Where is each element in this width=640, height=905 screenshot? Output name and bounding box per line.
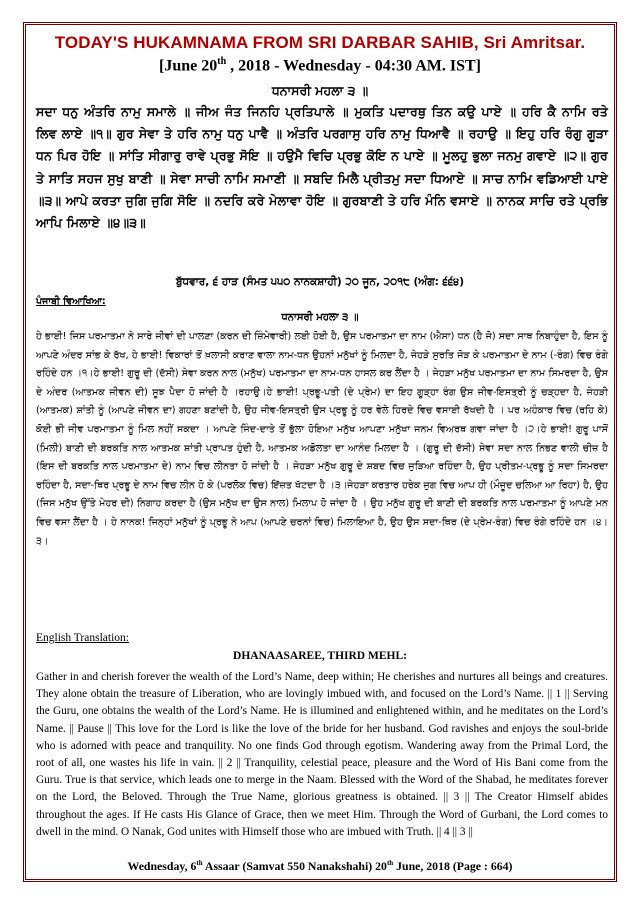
footer-part-3: June, 2018 (Page : 664) (393, 859, 513, 873)
page-frame (23, 22, 617, 882)
date-suffix-ordinal: th (217, 56, 227, 67)
english-title: DHANAASAREE, THIRD MEHL: (233, 650, 407, 662)
date-time-line (26, 56, 614, 75)
english-translation: Gather in and cherish forever the wealth of the Lord’s Name, deep within; He cherishes and nurtures all beings and creatures. They alone obtain the treasure of Liberation, who are lovingly imbued with, and focused on the Lord’s Name. || 1 || Serving the Guru, one obtains the wealth of the Lord’s Name. He is illumined and enlightened within, and he meditates on the Lord’s Name. || Pause || This love for the Lord is like the love of the bride for her husband. God ravishes and enjoys the soul-bride who is adorned with peace and tranquility. No one finds God through egotism. Wandering away from the Primal Lord, the root of all, one wastes his life in vain. || 2 || Tranquility, celestial peace, pleasure and the Word of His Bani come from the Guru. True is that service, which leads one to merge in the Naam. Blessed with the Word of the Shabad, he meditates forever on the Lord, the Beloved. Through the True Name, glorious greatness is obtained. || 3 || The Creator Himself abides throughout the ages. If He casts His Glance of Grace, then we meet Him. Through the Word of Gurbani, the Lord comes to dwell in the mind. O Nanak, God unites with Himself those who are imbued with Truth. || 4 || 3 || (36, 671, 608, 838)
gurbani-reference: ਬੁੱਧਵਾਰ, ੬ ਹਾੜ (ਸੰਮਤ ੫੫੦ ਨਾਨਕਸ਼ਾਹੀ) ੨੦ ਜੂਨ, ੨੦੧੮ (ਅੰਗ: ੬੬੪) (175, 276, 465, 288)
footer-ordinal-1: th (196, 859, 203, 868)
footer-ordinal-2: th (386, 859, 394, 868)
punjabi-heading: ਪੰਜਾਬੀ ਵਿਆਖਿਆ: (36, 296, 106, 307)
english-heading: English Translation: (36, 632, 129, 644)
footer-date-line (26, 859, 614, 874)
date-rest: , 2018 - Wednesday - 04:30 AM. IST] (226, 57, 481, 75)
punjabi-title: ਧਨਾਸਰੀ ਮਹਲਾ ੩ ॥ (281, 312, 359, 323)
gurbani-text: ਸਦਾ ਧਨੁ ਅੰਤਰਿ ਨਾਮੁ ਸਮਾਲੇ ॥ ਜੀਅ ਜੰਤ ਜਿਨਹਿ ਪ੍ਰਤਿਪਾਲੇ ॥ ਮੁਕਤਿ ਪਦਾਰਥੁ ਤਿਨ ਕਉ ਪਾਏ ॥ ਹਰਿ ਕੈ ਨਾਮਿ ਰਤੇ ਲਿਵ ਲਾਏ ॥੧॥ ਗੁਰ ਸੇਵਾ ਤੇ ਹਰਿ ਨਾਮੁ ਧਨੁ ਪਾਵੈ ॥ ਅੰਤਰਿ ਪਰਗਾਸੁ ਹਰਿ ਨਾਮੁ ਧਿਆਵੈ ॥ ਰਹਾਉ ॥ ਇਹੁ ਹਰਿ ਰੰਗੁ ਗੂੜਾ ਧਨ ਪਿਰ ਹੋਇ ॥ ਸਾਂਤਿ ਸੀਗਾਰੁ ਰਾਵੇ ਪ੍ਰਭੁ ਸੋਇ ॥ ਹਉਮੈ ਵਿਚਿ ਪ੍ਰਭੁ ਕੋਇ ਨ ਪਾਏ ॥ ਮੂਲਹੁ ਭੁਲਾ ਜਨਮੁ ਗਵਾਏ ॥੨॥ ਗੁਰ ਤੇ ਸਾਤਿ ਸਹਜ ਸੁਖੁ ਬਾਣੀ ॥ ਸੇਵਾ ਸਾਚੀ ਨਾਮਿ ਸਮਾਣੀ ॥ ਸਬਦਿ ਮਿਲੈ ਪ੍ਰੀਤਮੁ ਸਦਾ ਧਿਆਏ ॥ ਸਾਚ ਨਾਮਿ ਵਡਿਆਈ ਪਾਏ ॥੩॥ ਆਪੇ ਕਰਤਾ ਜੁਗਿ ਜੁਗਿ ਸੋਇ ॥ ਨਦਰਿ ਕਰੇ ਮੇਲਾਵਾ ਹੋਇ ॥ ਗੁਰਬਾਣੀ ਤੇ ਹਰਿ ਮੰਨਿ ਵਸਾਏ ॥ ਨਾਨਕ ਸਾਚਿ ਰਤੇ ਪ੍ਰਭਿ ਆਪਿ ਮਿਲਾਏ ॥੪॥੩॥ (36, 104, 608, 231)
gurbani-title: ਧਨਾਸਰੀ ਮਹਲਾ ੩ ॥ (271, 83, 369, 98)
page-title: TODAY'S HUKAMNAMA FROM SRI DARBAR SAHIB, Sri Amritsar. (54, 33, 586, 52)
footer-part-2: Assaar (Samvat 550 Nanakshahi) 20 (202, 859, 387, 873)
punjabi-explanation: ਹੇ ਭਾਈ! ਜਿਸ ਪਰਮਾਤਮਾ ਨੇ ਸਾਰੇ ਜੀਵਾਂ ਦੀ ਪਾਲਣਾ (ਕਰਨ ਦੀ ਜ਼ਿੰਮੇਵਾਰੀ) ਲਈ ਹੋਈ ਹੈ, ਉਸ ਪਰਮਾਤਮਾ ਦਾ ਨਾਮ (ਐਸਾ) ਧਨ (ਹੈ ਜੋ) ਸਦਾ ਸਾਥ ਨਿਬਾਹੁੰਦਾ ਹੈ, ਇਸ ਨੂੰ ਆਪਣੇ ਅੰਦਰ ਸਾਂਭ ਕੇ ਰੱਖ, ਹੇ ਭਾਈ! ਵਿਕਾਰਾਂ ਤੋਂ ਖ਼ਲਾਸੀ ਕਰਾਣ ਵਾਲਾ ਨਾਮ-ਧਨ ਉਹਨਾਂ ਮਨੁੱਖਾਂ ਨੂੰ ਮਿਲਦਾ ਹੈ, ਜੇਹੜੇ ਸੁਰਤਿ ਜੋੜ ਕੇ ਪਰਮਾਤਮਾ ਦੇ ਨਾਮ (-ਰੰਗ) ਵਿਚ ਰੰਗੇ ਰਹਿੰਦੇ ਹਨ ।੧।ਹੇ ਭਾਈ! ਗੁਰੂ ਦੀ (ਦੱਸੀ) ਸੇਵਾ ਕਰਨ ਨਾਲ (ਮਨੁੱਖ) ਪਰਮਾਤਮਾ ਦਾ ਨਾਮ-ਧਨ ਹਾਸਲ ਕਰ ਲੈਂਦਾ ਹੈ । ਜੇਹੜਾ ਮਨੁੱਖ ਪਰਮਾਤਮਾ ਦਾ ਨਾਮ ਸਿਮਰਦਾ ਹੈ, ਉਸ ਦੇ ਅੰਦਰ (ਆਤਮਕ ਜੀਵਨ ਦੀ) ਸੂਝ ਪੈਦਾ ਹੋ ਜਾਂਦੀ ਹੈ ।ਰਹਾਉ।ਹੇ ਭਾਈ! ਪ੍ਰਭੂ-ਪਤੀ (ਦੇ ਪ੍ਰੇਮ) ਦਾ ਇਹ ਗੂੜ੍ਹਾ ਰੰਗ ਉਸ ਜੀਵ-ਇਸਤ੍ਰੀ ਨੂੰ ਚੜ੍ਹਦਾ ਹੈ, ਜੇਹੜੀ (ਆਤਮਕ) ਸ਼ਾਂਤੀ ਨੂੰ (ਆਪਣੇ ਜੀਵਨ ਦਾ) ਗਹਣਾ ਬਣਾਂਦੀ ਹੈ, ਉਹ ਜੀਵ-ਇਸਤ੍ਰੀ ਉਸ ਪ੍ਰਭੂ ਨੂੰ ਹਰ ਵੇਲੇ ਹਿਰਦੇ ਵਿਚ ਵਸਾਈ ਰੱਖਦੀ ਹੈ । ਪਰ ਅਹੰਕਾਰ ਵਿਚ (ਰਹਿ ਕੇ) ਕੋਈ ਭੀ ਜੀਵ ਪਰਮਾਤਮਾ ਨੂੰ ਮਿਲ ਨਹੀਂ ਸਕਦਾ । ਆਪਣੇ ਜਿੰਦ-ਦਾਤੇ ਤੋਂ ਭੁੱਲਾ ਹੋਇਆ ਮਨੁੱਖ ਆਪਣਾ ਮਨੁੱਖਾ ਜਨਮ ਵਿਅਰਥ ਗਵਾ ਜਾਂਦਾ ਹੈ ।੨।ਹੇ ਭਾਈ! ਗੁਰੂ ਪਾਸੋਂ (ਮਿਲੀ) ਬਾਣੀ ਦੀ ਬਰਕਤਿ ਨਾਲ ਆਤਮਕ ਸ਼ਾਂਤੀ ਪ੍ਰਾਪਤ ਹੁੰਦੀ ਹੈ, ਆਤਮਕ ਅਡੋਲਤਾ ਦਾ ਆਨੰਦ ਮਿਲਦਾ ਹੈ । (ਗੁਰੂ ਦੀ ਦੱਸੀ) ਸੇਵਾ ਸਦਾ ਨਾਲ ਨਿਭਣ ਵਾਲੀ ਚੀਜ਼ ਹੈ (ਇਸ ਦੀ ਬਰਕਤਿ ਨਾਲ ਪਰਮਾਤਮਾ ਦੇ) ਨਾਮ ਵਿਚ ਲੀਨਤਾ ਹੋ ਜਾਂਦੀ ਹੈ । ਜੇਹੜਾ ਮਨੁੱਖ ਗੁਰੂ ਦੇ ਸ਼ਬਦ ਵਿਚ ਜੁੜਿਆ ਰਹਿੰਦਾ ਹੈ, ਉਹ ਪ੍ਰੀਤਮ-ਪ੍ਰਭੂ ਨੂੰ ਸਦਾ ਸਿਮਰਦਾ ਰਹਿੰਦਾ ਹੈ, ਸਦਾ-ਥਿਰ ਪ੍ਰਭੂ ਦੇ ਨਾਮ ਵਿਚ ਲੀਨ ਹੋ ਕੇ (ਪਰਲੋਕ ਵਿਚ) ਇੱਜ਼ਤ ਖੱਟਦਾ ਹੈ ।੩।ਜੇਹੜਾ ਕਰਤਾਰ ਹਰੇਕ ਜੁਗ ਵਿਚ ਆਪ ਹੀ (ਮੌਜੂਦ ਚਲਿਆ ਆ ਰਿਹਾ) ਹੈ, ਉਹ (ਜਿਸ ਮਨੁੱਖ ਉੱਤੇ ਮੇਹਰ ਦੀ) ਨਿਗਾਹ ਕਰਦਾ ਹੈ (ਉਸ ਮਨੁੱਖ ਦਾ ਉਸ ਨਾਲ) ਮਿਲਾਪ ਹੋ ਜਾਂਦਾ ਹੈ । ਉਹ ਮਨੁੱਖ ਗੁਰੂ ਦੀ ਬਾਣੀ ਦੀ ਬਰਕਤਿ ਨਾਲ ਪਰਮਾਤਮਾ ਨੂੰ ਆਪਣੇ ਮਨ ਵਿਚ ਵਸਾ ਲੈਂਦਾ ਹੈ । ਹੇ ਨਾਨਕ! ਜਿਨ੍ਹਾਂ ਮਨੁੱਖਾਂ ਨੂੰ ਪ੍ਰਭੂ ਨੇ ਆਪ (ਆਪਣੇ ਚਰਨਾਂ ਵਿਚ) ਮਿਲਾਇਆ ਹੈ, ਉਹ ਉਸ ਸਦਾ-ਥਿਰ (ਦੇ ਪ੍ਰੇਮ-ਰੰਗ) ਵਿਚ ਰੰਗੇ ਰਹਿੰਦੇ ਹਨ ।੪।੩। (36, 331, 608, 547)
footer-part-1: Wednesday, 6 (127, 859, 197, 873)
date-prefix: [June 20 (159, 57, 218, 75)
